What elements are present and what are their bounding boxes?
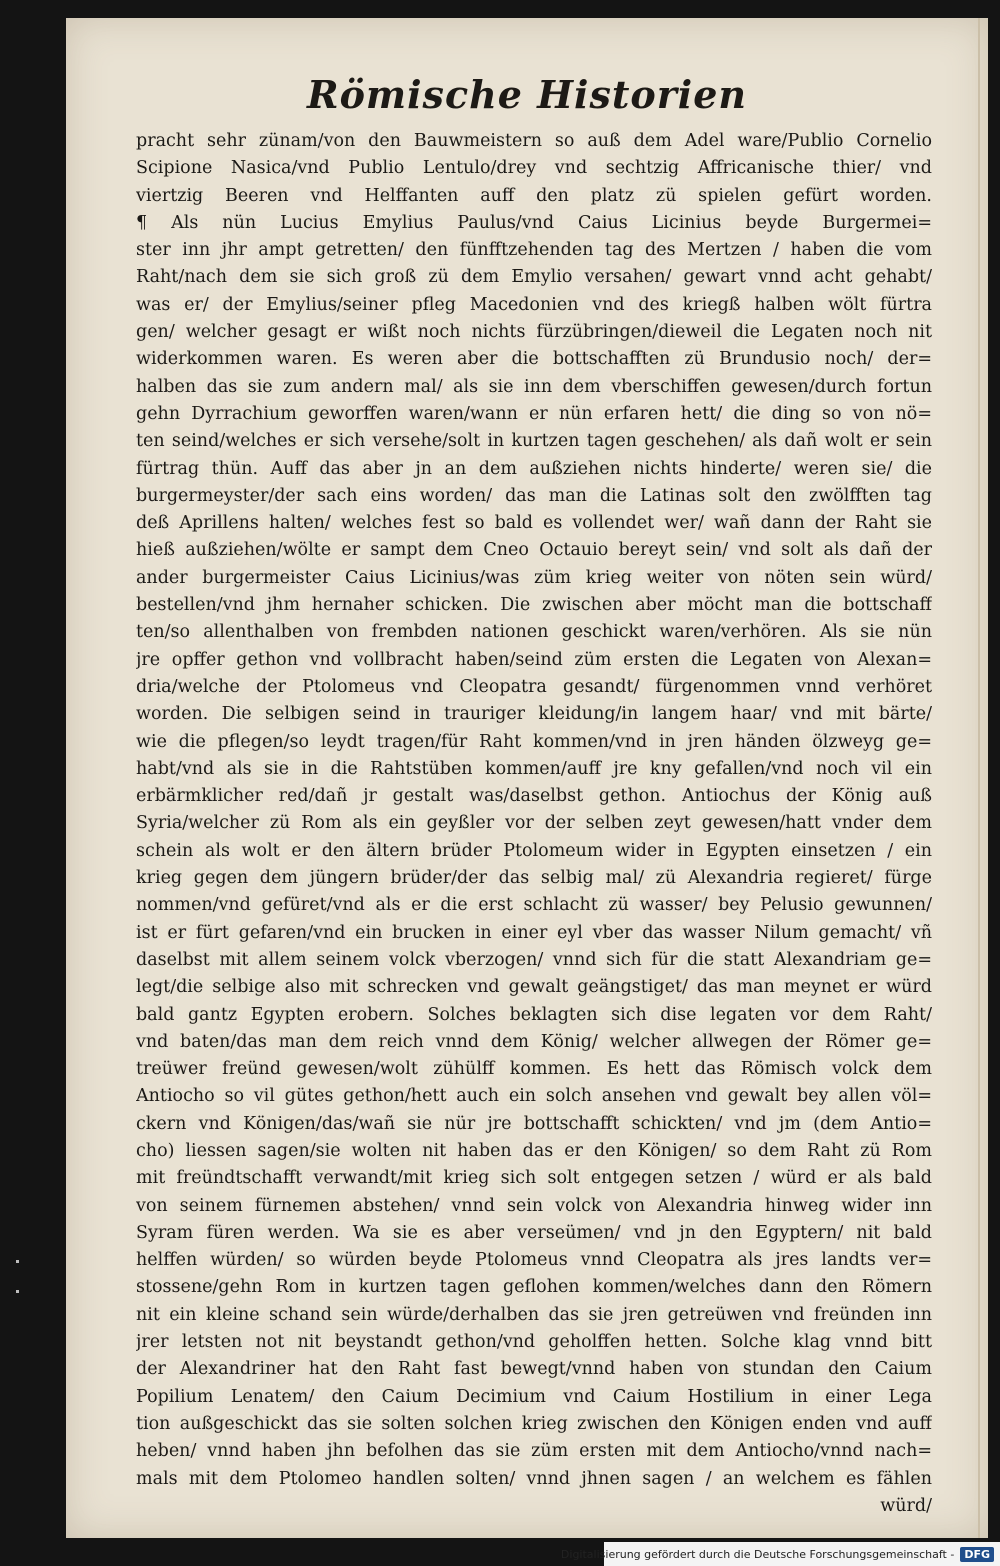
text-line: der Alexandriner hat den Raht fast bewegt/vnnd haben von stundan den Caium	[136, 1359, 932, 1380]
text-line: Antiocho so vil gütes gethon/hett auch ein solch ansehen vnd gewalt bey allen völ=	[136, 1086, 932, 1107]
text-line: wie die pflegen/so leydt tragen/für Raht kommen/vnd in jren händen ölzweyg ge=	[136, 731, 932, 752]
text-line: bestellen/vnd jhm hernaher schicken. Die zwischen aber möcht man die bottschaff	[136, 595, 932, 616]
text-line: schein als wolt er den ältern brüder Ptolomeum wider in Egypten einsetzen / ein	[136, 840, 932, 861]
text-line: gen/ welcher gesagt er wißt noch nichts fürzübringen/dieweil die Legaten noch nit	[136, 322, 932, 343]
text-line: bald gantz Egypten erobern. Solches beklagten sich dise legaten vor dem Raht/	[136, 1004, 932, 1025]
text-block	[136, 128, 932, 1520]
footer-credit: Digitalisierung gefördert durch die Deutsche Forschungsgemeinschaft -	[560, 1547, 955, 1561]
text-line: erbärmklicher red/dañ jr gestalt was/daselbst gethon. Antiochus der König auß	[136, 786, 932, 807]
text-line: fürtrag thün. Auff das aber jn an dem außziehen nichts hinderte/ weren sie/ die	[136, 458, 932, 479]
text-line: deß Aprillens halten/ welches fest so bald es vollendet wer/ wañ dann der Raht sie	[136, 513, 932, 534]
footer-bar	[560, 1542, 1000, 1566]
text-line: habt/vnd als sie in die Rahtstüben kommen/auff jre kny gefallen/vnd noch vil ein	[136, 758, 932, 779]
book-page	[66, 18, 988, 1538]
text-line: gehn Dyrrachium geworffen waren/wann er nün erfaren hett/ die ding so von nö=	[136, 403, 932, 424]
text-line: worden. Die selbigen seind in trauriger kleidung/in langem haar/ vnd mit bärte/	[136, 704, 932, 725]
text-line: ten seind/welches er sich versehe/solt in kurtzen tagen geschehen/ als dañ wolt er sein	[136, 431, 932, 452]
text-line: würd/	[880, 1495, 932, 1516]
text-line: Syram füren werden. Wa sie es aber verseümen/ vnd jn den Egyptern/ nit bald	[136, 1222, 932, 1243]
text-line: halben das sie zum andern mal/ als sie inn dem vberschiffen gewesen/durch fortun	[136, 376, 932, 397]
text-line: heben/ vnnd haben jhn befolhen das sie züm ersten mit dem Antiocho/vnnd nach=	[136, 1441, 932, 1462]
running-head: Römische Historien	[306, 72, 748, 117]
text-line: jrer letsten not nit beystandt gethon/vnd geholffen hetten. Solche klag vnnd bitt	[136, 1332, 932, 1353]
text-line: ander burgermeister Caius Licinius/was züm krieg weiter von nöten sein würd/	[136, 567, 932, 588]
page-edge	[978, 18, 980, 1538]
text-line: nommen/vnd gefüret/vnd als er die erst schlacht zü wasser/ bey Pelusio gewunnen/	[136, 895, 932, 916]
text-line: Raht/nach dem sie sich groß zü dem Emylio versahen/ gewart vnnd acht gehabt/	[136, 267, 932, 288]
dfg-logo: DFG	[960, 1547, 994, 1562]
text-line: mals mit dem Ptolomeo handlen solten/ vnnd jhnen sagen / an welchem es fählen	[136, 1468, 932, 1489]
text-line: pracht sehr zünam/von den Bauwmeistern so auß dem Adel ware/Publio Cornelio	[136, 131, 932, 151]
text-line: cho) liessen sagen/sie wolten nit haben das er den Königen/ so dem Raht zü Rom	[136, 1140, 932, 1161]
text-line: ten/so allenthalben von frembden nationen geschickt waren/verhören. Als sie nün	[136, 622, 932, 643]
text-line: jre opffer gethon vnd vollbracht haben/seind züm ersten die Legaten von Alexan=	[136, 649, 932, 670]
text-line: daselbst mit allem seinem volck vberzogen/ vnnd sich für die statt Alexandriam ge=	[136, 949, 932, 970]
text-line: vnd baten/das man dem reich vnnd dem König/ welcher allwegen der Römer ge=	[136, 1031, 932, 1052]
text-line: was er/ der Emylius/seiner pfleg Macedonien vnd des kriegß halben wölt fürtra	[136, 294, 932, 315]
text-line: ist er fürt gefaren/vnd ein brucken in einer eyl vber das wasser Nilum gemacht/ vñ	[136, 922, 932, 943]
text-line: von seinem fürnemen abstehen/ vnnd sein volck von Alexandria hinweg wider inn	[136, 1195, 932, 1216]
text-line: ¶ Als nün Lucius Emylius Paulus/vnd Caius Licinius beyde Burgermei=	[136, 212, 932, 233]
text-line: ster inn jhr ampt getretten/ den fünfftzehenden tag des Mertzen / haben die vom	[136, 240, 932, 261]
text-line: hieß außziehen/wölte er sampt dem Cneo Octauio bereyt sein/ vnd solt als dañ der	[136, 540, 932, 561]
text-line: nit ein kleine schand sein würde/derhalben das sie jren getreüwen vnd freünden inn	[136, 1304, 932, 1325]
text-line: krieg gegen dem jüngern brüder/der das selbig mal/ zü Alexandria regieret/ fürge	[136, 868, 932, 889]
text-line: tion außgeschickt das sie solten solchen krieg zwischen den Königen enden vnd auff	[136, 1413, 932, 1434]
text-line: Popilium Lenatem/ den Caium Decimium vnd Caium Hostilium in einer Lega	[136, 1386, 932, 1407]
text-line: helffen würden/ so würden beyde Ptolomeus vnnd Cleopatra als jres landts ver=	[136, 1250, 932, 1271]
text-line: legt/die selbige also mit schrecken vnd gewalt geängstiget/ das man meynet er würd	[136, 977, 932, 998]
text-line: treüwer freünd gewesen/wolt zühülff kommen. Es hett das Römisch volck dem	[136, 1059, 932, 1080]
text-line: Scipione Nasica/vnd Publio Lentulo/drey vnd sechtzig Affricanische thier/ vnd	[136, 158, 932, 179]
scan-mark	[16, 1290, 19, 1293]
text-line: dria/welche der Ptolomeus vnd Cleopatra gesandt/ fürgenommen vnnd verhöret	[136, 676, 932, 697]
text-line: viertzig Beeren vnd Helffanten auff den platz zü spielen gefürt worden.	[136, 185, 932, 206]
text-line: widerkommen waren. Es weren aber die bottschafften zü Brundusio noch/ der=	[136, 349, 932, 370]
text-line: Syria/welcher zü Rom als ein geyßler vor der selben zeyt gewesen/hatt vnder dem	[136, 813, 932, 834]
text-line: burgermeyster/der sach eins worden/ das man die Latinas solt den zwölfften tag	[136, 485, 932, 506]
text-line: mit freündtschafft verwandt/mit krieg sich solt entgegen setzen / würd er als bald	[136, 1168, 932, 1189]
text-line: ckern vnd Königen/das/wañ sie nür jre bottschafft schickten/ vnd jm (dem Antio=	[136, 1113, 932, 1134]
text-line: stossene/gehn Rom in kurtzen tagen geflohen kommen/welches dann den Römern	[136, 1277, 932, 1298]
scan-mark	[16, 1260, 19, 1263]
